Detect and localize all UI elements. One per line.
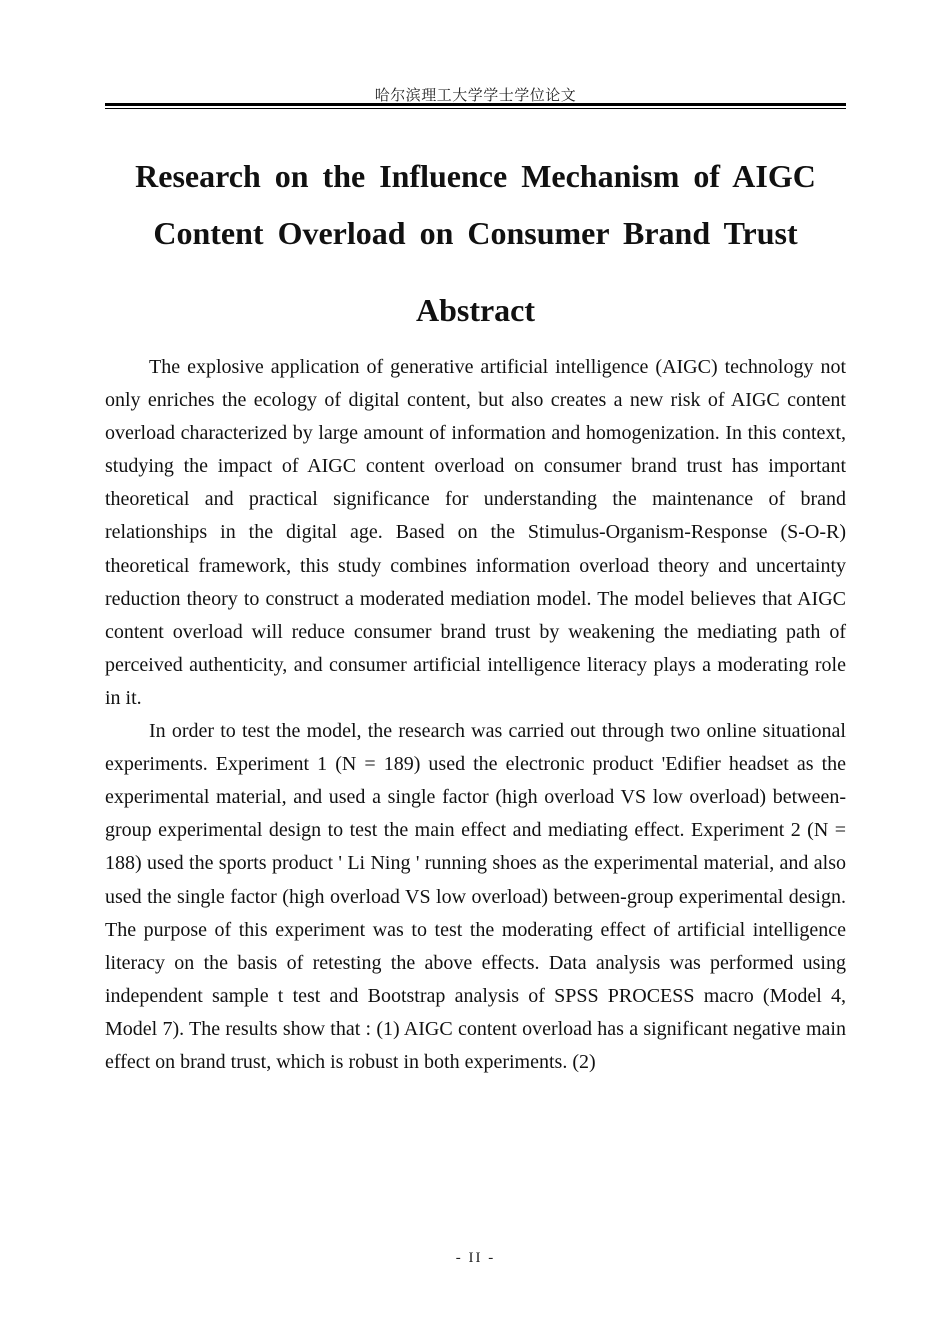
header-rule [105, 103, 846, 109]
title-line-1: Research on the Influence Mechanism of AIGC [135, 158, 816, 194]
page-number: - II - [455, 1250, 496, 1266]
abstract-body [105, 351, 846, 1079]
abstract-paragraph: In order to test the model, the research was carried out through two online situational experiments. Experiment 1 (N = 189) used the electronic product 'Edifier headset as the experimental material, and used a single factor (high overload VS low overload) between-group experimental design to test the main effect and mediating effect. Experiment 2 (N = 188) used the sports product ' Li Ning ' running shoes as the experimental material, and also used the single factor (high overload VS low overload) between-group experimental design. The purpose of this experiment was to test the moderating effect of artificial intelligence literacy on the basis of retesting the above effects. Data analysis was performed using independent sample t test and Bootstrap analysis of SPSS PROCESS macro (Model 4, Model 7). The results show that : (1) AIGC content overload has a significant negative main effect on brand trust, which is robust in both experiments. (2) [105, 720, 846, 1073]
page-title [105, 148, 846, 262]
running-header: 哈尔滨理工大学学士学位论文 [374, 88, 577, 104]
title-line-2: Content Overload on Consumer Brand Trust [153, 215, 798, 251]
abstract-paragraph: The explosive application of generative artificial intelligence (AIGC) technology not only enriches the ecology of digital content, but also creates a new risk of AIGC content overload characterized by large amount of information and homogenization. In this context, studying the impact of AIGC content overload on consumer brand trust has important theoretical and practical significance for understanding the maintenance of brand relationships in the digital age. Based on the Stimulus-Organism-Response (S-O-R) theoretical framework, this study combines information overload theory and uncertainty reduction theory to construct a moderated mediation model. The model believes that AIGC content overload will reduce consumer brand trust by weakening the mediating path of perceived authenticity, and consumer artificial intelligence literacy plays a moderating role in it. [105, 356, 846, 709]
abstract-heading: Abstract [415, 292, 536, 328]
